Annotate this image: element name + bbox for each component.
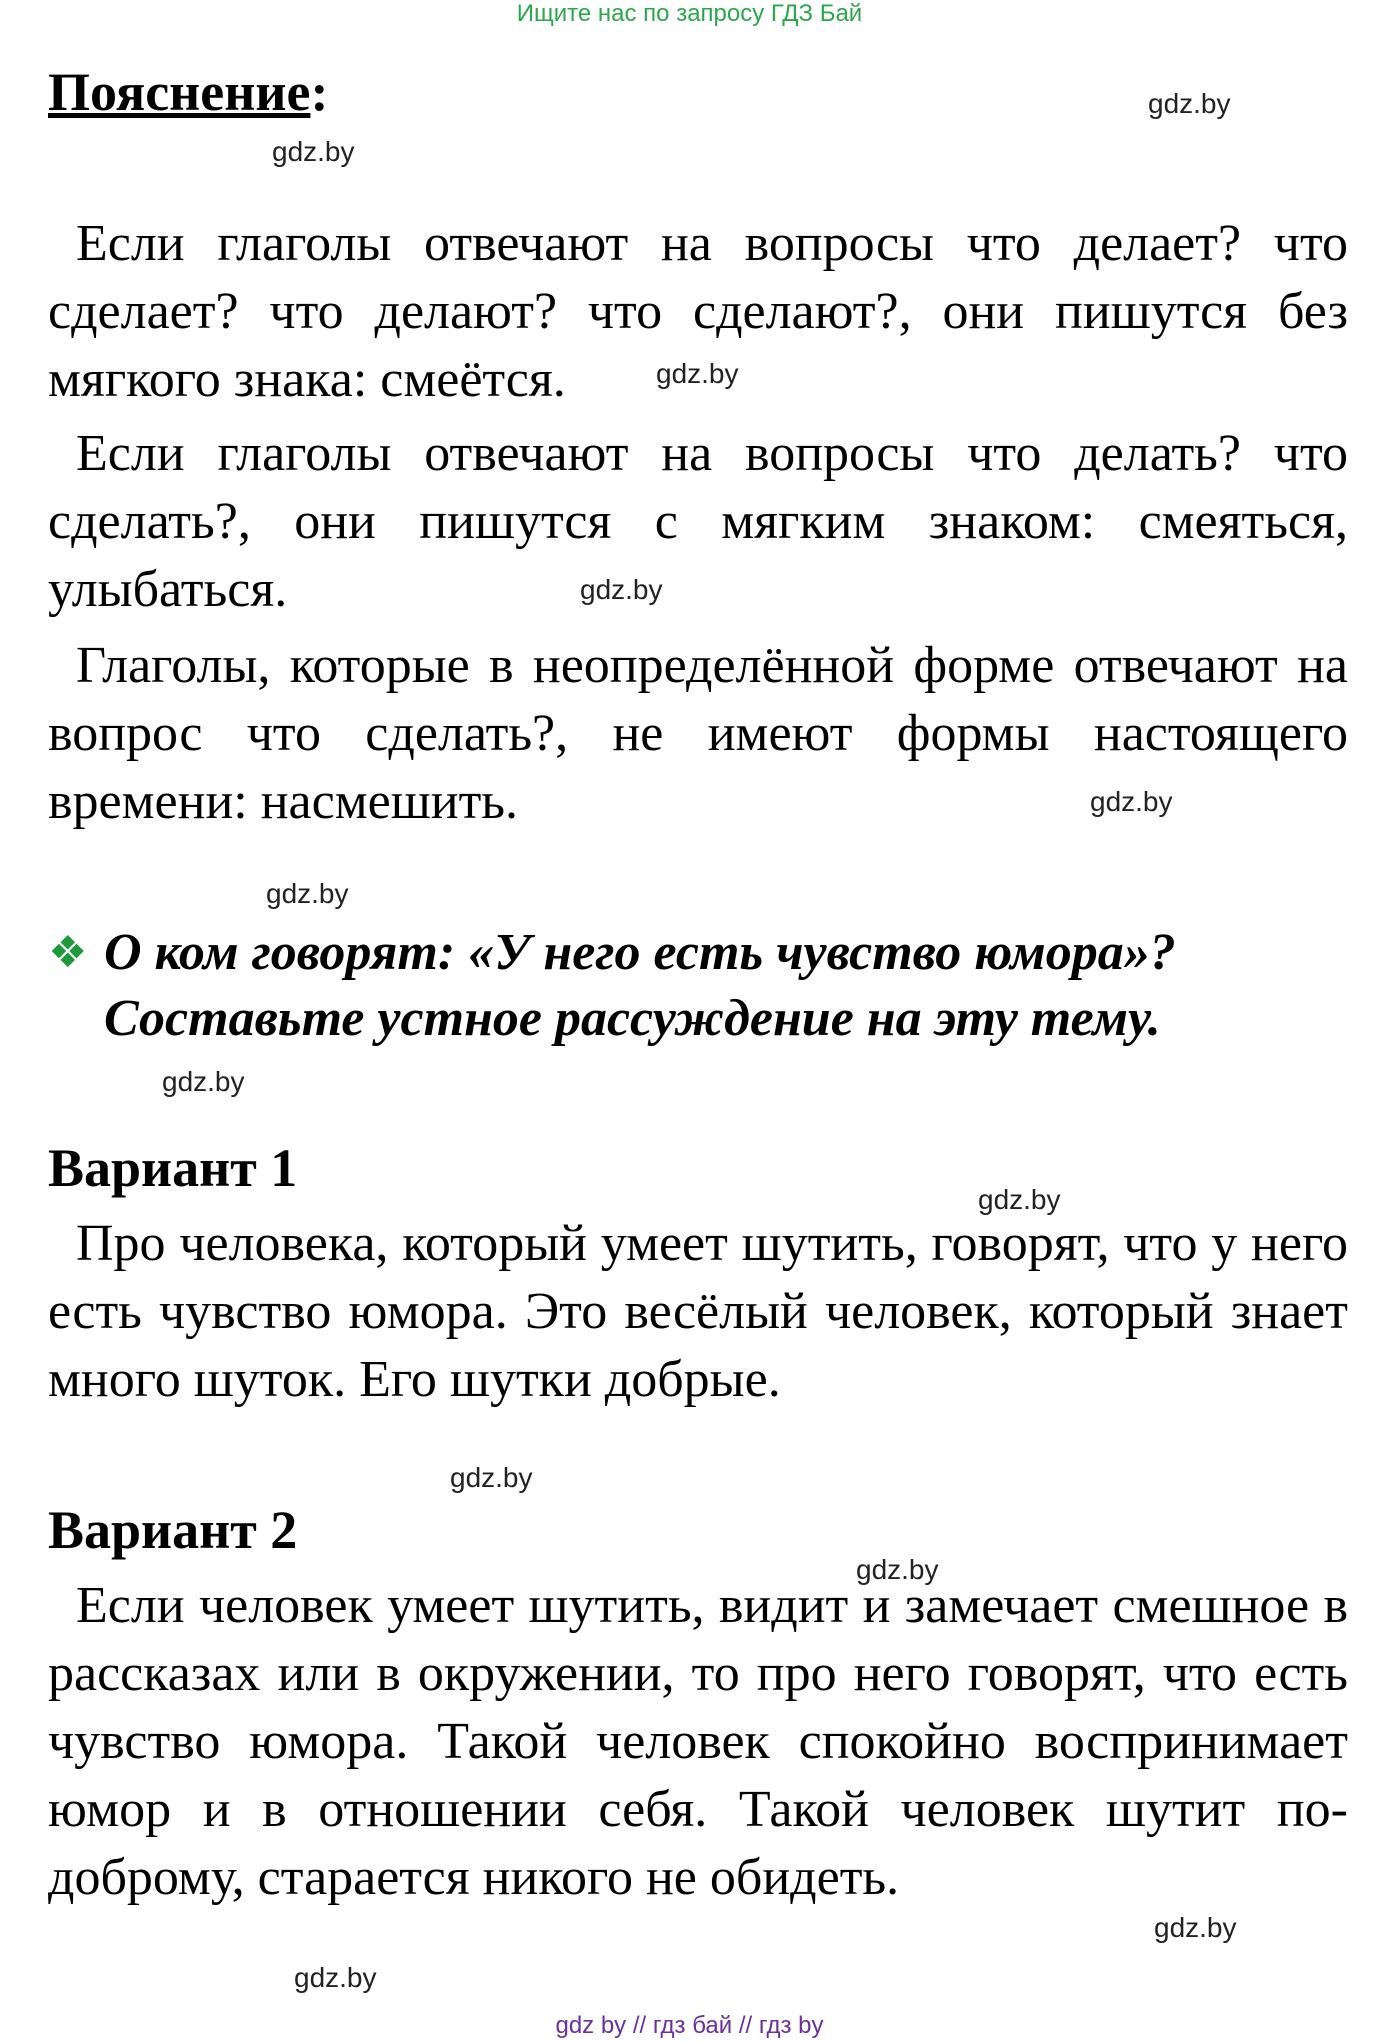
watermark: gdz.by	[272, 136, 355, 167]
task-block	[48, 920, 1348, 1052]
watermark: gdz.by	[978, 1184, 1061, 1215]
watermark: gdz.by	[580, 574, 663, 605]
task-text: О ком говорят: «У него есть чувство юмора»? Составьте устное рассуждение на эту тему.	[104, 924, 1176, 1047]
variant-1-heading: Вариант 1	[48, 1138, 298, 1198]
watermark: gdz.by	[266, 878, 349, 909]
diamond-bullet-icon: ❖	[48, 928, 88, 977]
watermark: gdz.by	[162, 1066, 245, 1097]
variant-2-text: Если человек умеет шутить, видит и замечает смешное в рассказах или в окружении, то про него говорят, что есть чувство юмора. Такой человек спокойно воспринимает юмор и в отношении себя. Такой человек шутит по-доброму, старается никого не обидеть.	[48, 1577, 1348, 1906]
footer-links: gdz by // гдз бай // гдз by	[555, 2012, 824, 2039]
explanation-paragraph-2: Если глаголы отвечают на вопросы что делать? что сделать?, они пишутся с мягким знаком: смеяться, улыбаться.	[48, 425, 1348, 618]
explanation-heading-text: Пояснение	[48, 62, 311, 122]
watermark: gdz.by	[1090, 786, 1173, 817]
watermark: gdz.by	[856, 1554, 939, 1585]
explanation-paragraph-1: Если глаголы отвечают на вопросы что делает? что сделает? что делают? что сделают?, они пишутся без мягкого знака: смеётся.	[48, 215, 1348, 408]
watermark: gdz.by	[294, 1962, 377, 1993]
watermark: gdz.by	[656, 358, 739, 389]
variant-2-heading: Вариант 2	[48, 1500, 298, 1560]
explanation-paragraph-3: Глаголы, которые в неопределённой форме отвечают на вопрос что сделать?, не имеют формы настоящего времени: насмешить.	[48, 637, 1348, 830]
top-banner: Ищите нас по запросу ГДЗ Бай	[516, 0, 863, 27]
watermark: gdz.by	[450, 1462, 533, 1493]
watermark: gdz.by	[1154, 1912, 1237, 1943]
watermark: gdz.by	[1148, 88, 1231, 119]
explanation-heading	[48, 62, 328, 122]
variant-1-text: Про человека, который умеет шутить, говорят, что у него есть чувство юмора. Это весёлый человек, который знает много шуток. Его шутки добрые.	[48, 1215, 1348, 1408]
explanation-heading-colon: :	[310, 62, 329, 122]
